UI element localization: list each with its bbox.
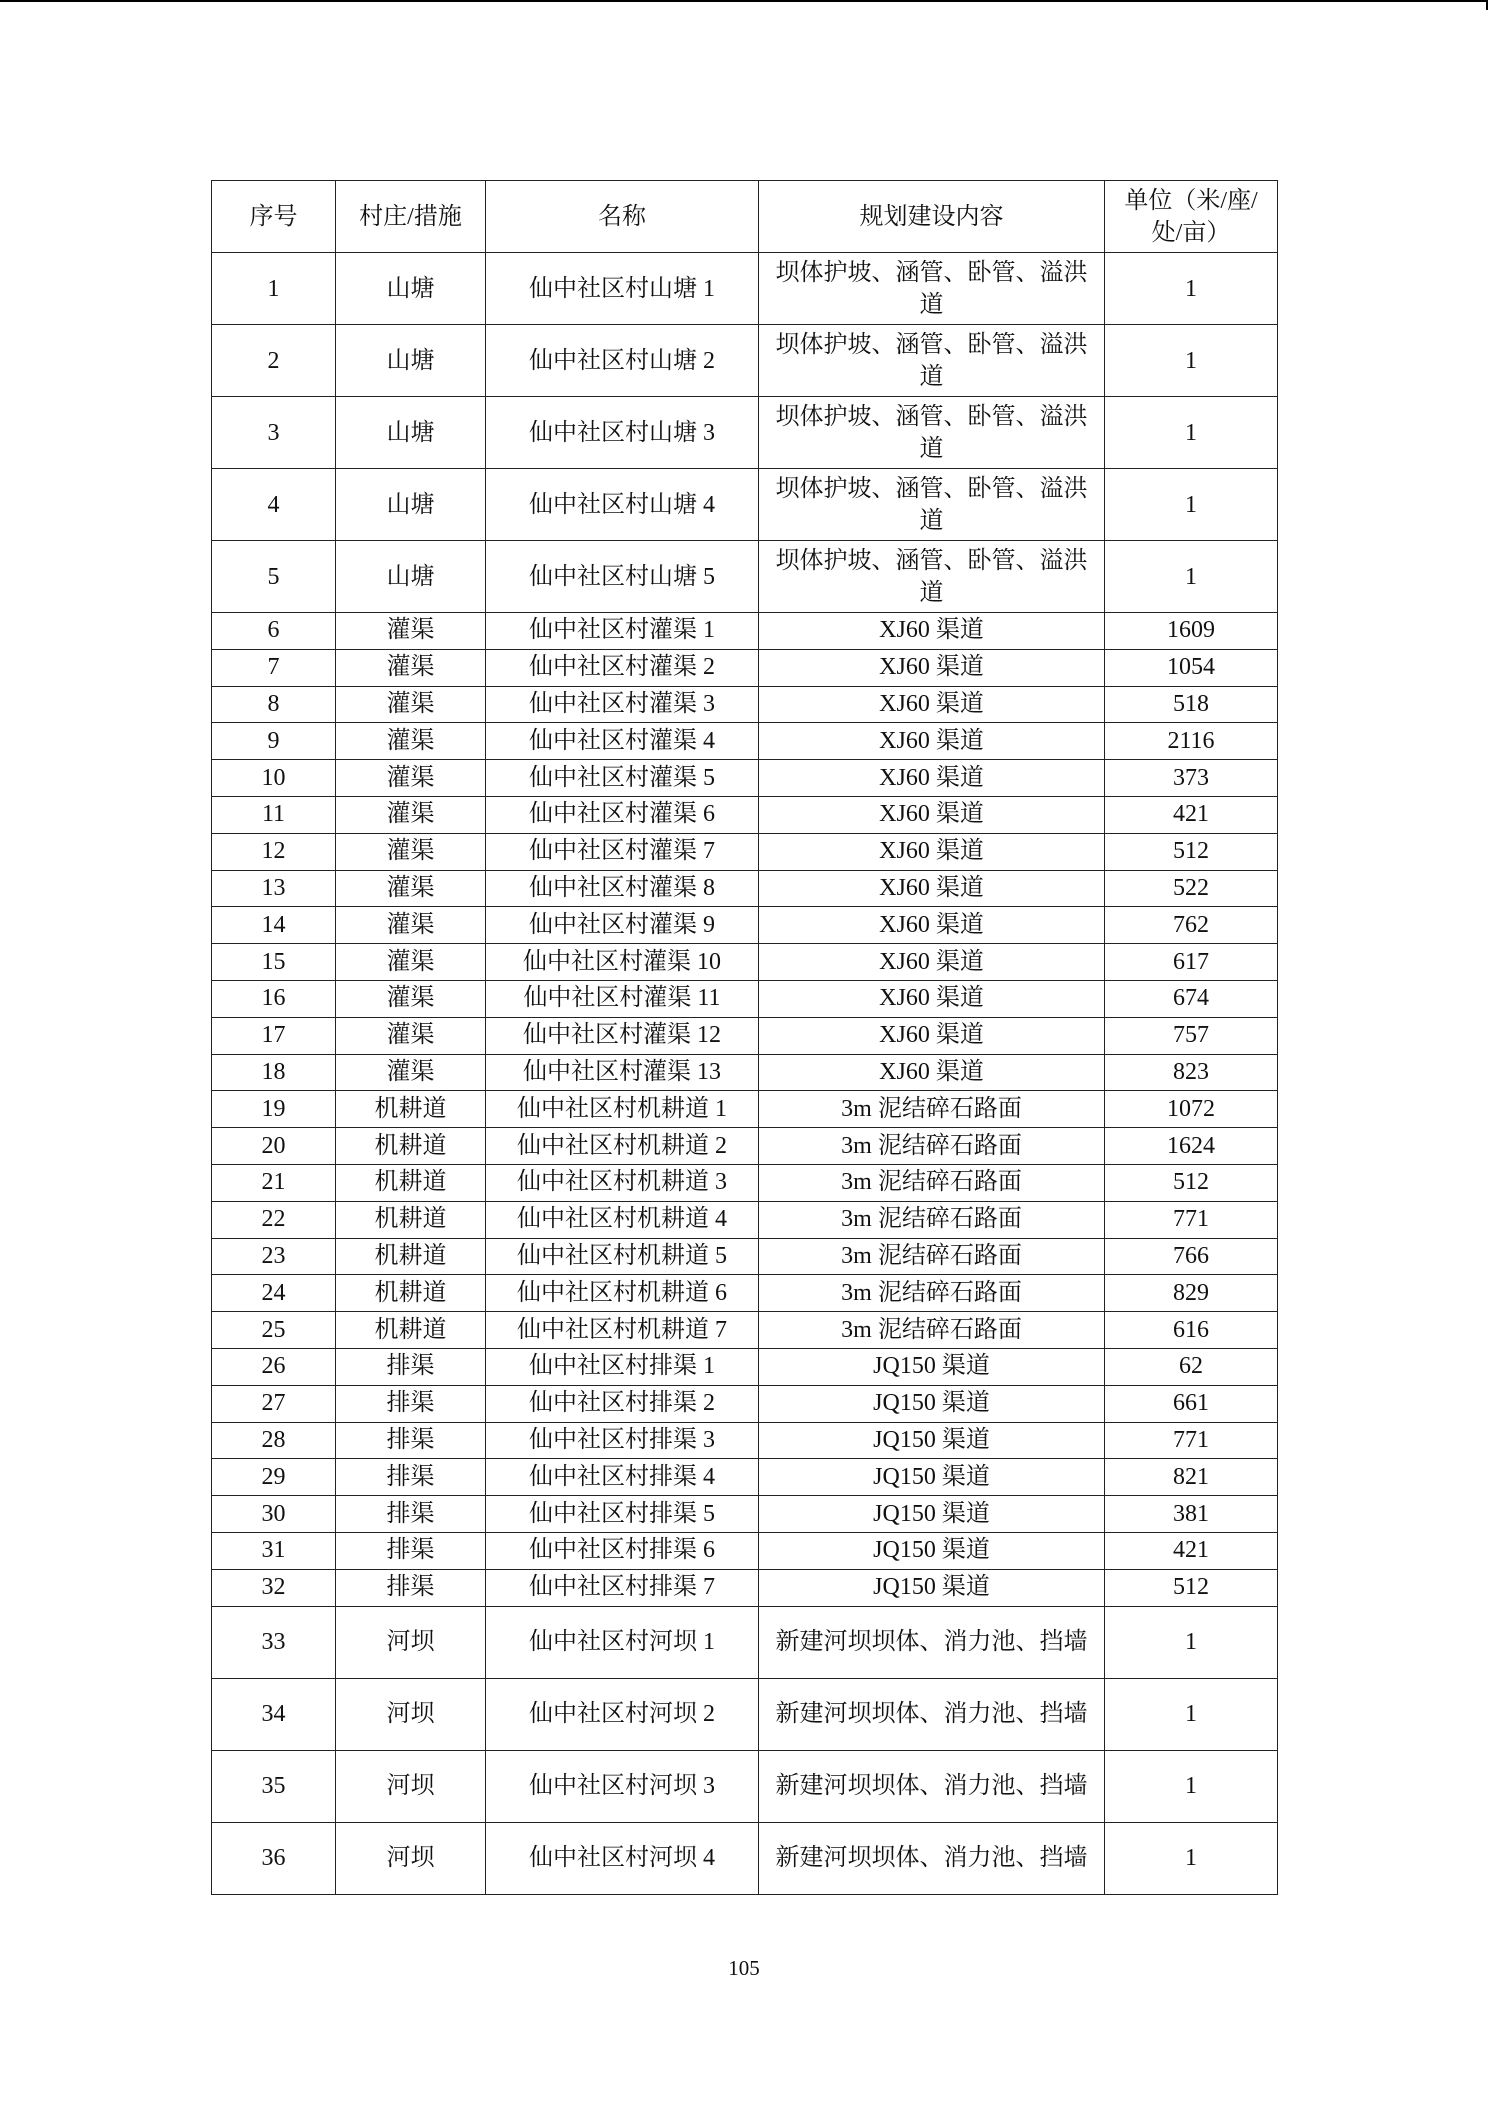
content-cell: JQ150 渠道 xyxy=(759,1348,1105,1385)
name-cell: 仙中社区村灌渠 8 xyxy=(486,870,759,907)
category-cell: 灌渠 xyxy=(336,980,486,1017)
header-cell: 序号 xyxy=(212,181,336,253)
quantity-cell: 1 xyxy=(1105,253,1278,325)
category-cell: 灌渠 xyxy=(336,870,486,907)
name-cell: 仙中社区村山塘 4 xyxy=(486,469,759,541)
table-row xyxy=(212,1822,1278,1894)
quantity-cell: 829 xyxy=(1105,1275,1278,1312)
table-row xyxy=(212,1312,1278,1349)
row-index-cell: 19 xyxy=(212,1091,336,1128)
name-cell: 仙中社区村灌渠 7 xyxy=(486,833,759,870)
category-cell: 灌渠 xyxy=(336,760,486,797)
name-cell: 仙中社区村灌渠 9 xyxy=(486,907,759,944)
row-index-cell: 25 xyxy=(212,1312,336,1349)
name-cell: 仙中社区村河坝 1 xyxy=(486,1606,759,1678)
content-cell: 坝体护坡、涵管、卧管、溢洪道 xyxy=(759,397,1105,469)
category-cell: 河坝 xyxy=(336,1822,486,1894)
category-cell: 机耕道 xyxy=(336,1275,486,1312)
category-cell: 机耕道 xyxy=(336,1201,486,1238)
name-cell: 仙中社区村排渠 7 xyxy=(486,1569,759,1606)
table-row xyxy=(212,1238,1278,1275)
table-row xyxy=(212,613,1278,650)
name-cell: 仙中社区村灌渠 6 xyxy=(486,796,759,833)
row-index-cell: 32 xyxy=(212,1569,336,1606)
content-cell: 3m 泥结碎石路面 xyxy=(759,1238,1105,1275)
content-cell: XJ60 渠道 xyxy=(759,760,1105,797)
content-cell: XJ60 渠道 xyxy=(759,796,1105,833)
row-index-cell: 29 xyxy=(212,1459,336,1496)
category-cell: 山塘 xyxy=(336,469,486,541)
row-index-cell: 17 xyxy=(212,1017,336,1054)
row-index-cell: 15 xyxy=(212,944,336,981)
quantity-cell: 1 xyxy=(1105,397,1278,469)
content-cell: 3m 泥结碎石路面 xyxy=(759,1201,1105,1238)
row-index-cell: 7 xyxy=(212,649,336,686)
category-cell: 山塘 xyxy=(336,325,486,397)
name-cell: 仙中社区村排渠 4 xyxy=(486,1459,759,1496)
row-index-cell: 18 xyxy=(212,1054,336,1091)
quantity-cell: 1 xyxy=(1105,1750,1278,1822)
table-row xyxy=(212,1496,1278,1533)
name-cell: 仙中社区村河坝 3 xyxy=(486,1750,759,1822)
quantity-cell: 1 xyxy=(1105,541,1278,613)
category-cell: 河坝 xyxy=(336,1678,486,1750)
content-cell: JQ150 渠道 xyxy=(759,1569,1105,1606)
quantity-cell: 1054 xyxy=(1105,649,1278,686)
quantity-cell: 762 xyxy=(1105,907,1278,944)
category-cell: 排渠 xyxy=(336,1569,486,1606)
quantity-cell: 421 xyxy=(1105,1532,1278,1569)
table-row xyxy=(212,1422,1278,1459)
row-index-cell: 24 xyxy=(212,1275,336,1312)
row-index-cell: 21 xyxy=(212,1164,336,1201)
quantity-cell: 381 xyxy=(1105,1496,1278,1533)
category-cell: 机耕道 xyxy=(336,1238,486,1275)
content-cell: 新建河坝坝体、消力池、挡墙 xyxy=(759,1606,1105,1678)
table-row xyxy=(212,833,1278,870)
content-cell: 3m 泥结碎石路面 xyxy=(759,1091,1105,1128)
name-cell: 仙中社区村机耕道 4 xyxy=(486,1201,759,1238)
content-cell: XJ60 渠道 xyxy=(759,944,1105,981)
content-cell: JQ150 渠道 xyxy=(759,1459,1105,1496)
row-index-cell: 30 xyxy=(212,1496,336,1533)
row-index-cell: 14 xyxy=(212,907,336,944)
quantity-cell: 1 xyxy=(1105,1822,1278,1894)
row-index-cell: 34 xyxy=(212,1678,336,1750)
content-cell: XJ60 渠道 xyxy=(759,833,1105,870)
category-cell: 灌渠 xyxy=(336,796,486,833)
category-cell: 灌渠 xyxy=(336,723,486,760)
name-cell: 仙中社区村机耕道 3 xyxy=(486,1164,759,1201)
quantity-cell: 2116 xyxy=(1105,723,1278,760)
category-cell: 河坝 xyxy=(336,1606,486,1678)
row-index-cell: 1 xyxy=(212,253,336,325)
quantity-cell: 821 xyxy=(1105,1459,1278,1496)
table-row xyxy=(212,907,1278,944)
table-row xyxy=(212,870,1278,907)
table-row xyxy=(212,1128,1278,1165)
quantity-cell: 373 xyxy=(1105,760,1278,797)
page-top-border xyxy=(0,0,1488,2)
table-row xyxy=(212,541,1278,613)
table-row xyxy=(212,1164,1278,1201)
content-cell: 3m 泥结碎石路面 xyxy=(759,1312,1105,1349)
category-cell: 灌渠 xyxy=(336,907,486,944)
row-index-cell: 16 xyxy=(212,980,336,1017)
table-row xyxy=(212,686,1278,723)
name-cell: 仙中社区村河坝 2 xyxy=(486,1678,759,1750)
table-row xyxy=(212,1606,1278,1678)
content-cell: XJ60 渠道 xyxy=(759,1054,1105,1091)
quantity-cell: 616 xyxy=(1105,1312,1278,1349)
content-cell: 坝体护坡、涵管、卧管、溢洪道 xyxy=(759,253,1105,325)
category-cell: 山塘 xyxy=(336,541,486,613)
quantity-cell: 1609 xyxy=(1105,613,1278,650)
name-cell: 仙中社区村排渠 1 xyxy=(486,1348,759,1385)
table-row xyxy=(212,1459,1278,1496)
category-cell: 机耕道 xyxy=(336,1091,486,1128)
name-cell: 仙中社区村机耕道 1 xyxy=(486,1091,759,1128)
category-cell: 机耕道 xyxy=(336,1164,486,1201)
name-cell: 仙中社区村灌渠 12 xyxy=(486,1017,759,1054)
category-cell: 灌渠 xyxy=(336,649,486,686)
quantity-cell: 1 xyxy=(1105,1606,1278,1678)
header-cell: 名称 xyxy=(486,181,759,253)
quantity-cell: 421 xyxy=(1105,796,1278,833)
content-cell: XJ60 渠道 xyxy=(759,907,1105,944)
table-row xyxy=(212,1348,1278,1385)
row-index-cell: 6 xyxy=(212,613,336,650)
name-cell: 仙中社区村灌渠 5 xyxy=(486,760,759,797)
category-cell: 排渠 xyxy=(336,1459,486,1496)
quantity-cell: 512 xyxy=(1105,833,1278,870)
table-row xyxy=(212,649,1278,686)
row-index-cell: 12 xyxy=(212,833,336,870)
row-index-cell: 8 xyxy=(212,686,336,723)
quantity-cell: 617 xyxy=(1105,944,1278,981)
table-row xyxy=(212,1201,1278,1238)
table-row xyxy=(212,1385,1278,1422)
table-body xyxy=(212,253,1278,1895)
content-cell: 新建河坝坝体、消力池、挡墙 xyxy=(759,1678,1105,1750)
category-cell: 灌渠 xyxy=(336,944,486,981)
quantity-cell: 522 xyxy=(1105,870,1278,907)
content-cell: XJ60 渠道 xyxy=(759,723,1105,760)
name-cell: 仙中社区村灌渠 4 xyxy=(486,723,759,760)
category-cell: 排渠 xyxy=(336,1496,486,1533)
category-cell: 山塘 xyxy=(336,253,486,325)
quantity-cell: 823 xyxy=(1105,1054,1278,1091)
header-cell: 单位（米/座/处/亩） xyxy=(1105,181,1278,253)
name-cell: 仙中社区村山塘 3 xyxy=(486,397,759,469)
table-row xyxy=(212,796,1278,833)
quantity-cell: 512 xyxy=(1105,1164,1278,1201)
row-index-cell: 5 xyxy=(212,541,336,613)
table-row xyxy=(212,1054,1278,1091)
category-cell: 排渠 xyxy=(336,1385,486,1422)
category-cell: 排渠 xyxy=(336,1532,486,1569)
quantity-cell: 757 xyxy=(1105,1017,1278,1054)
content-cell: 新建河坝坝体、消力池、挡墙 xyxy=(759,1822,1105,1894)
content-cell: 3m 泥结碎石路面 xyxy=(759,1128,1105,1165)
category-cell: 灌渠 xyxy=(336,833,486,870)
name-cell: 仙中社区村排渠 3 xyxy=(486,1422,759,1459)
table-row xyxy=(212,253,1278,325)
content-cell: JQ150 渠道 xyxy=(759,1385,1105,1422)
content-cell: XJ60 渠道 xyxy=(759,613,1105,650)
table-row xyxy=(212,325,1278,397)
content-cell: JQ150 渠道 xyxy=(759,1496,1105,1533)
table-row xyxy=(212,469,1278,541)
name-cell: 仙中社区村河坝 4 xyxy=(486,1822,759,1894)
row-index-cell: 20 xyxy=(212,1128,336,1165)
row-index-cell: 3 xyxy=(212,397,336,469)
category-cell: 灌渠 xyxy=(336,686,486,723)
name-cell: 仙中社区村灌渠 1 xyxy=(486,613,759,650)
row-index-cell: 11 xyxy=(212,796,336,833)
quantity-cell: 512 xyxy=(1105,1569,1278,1606)
quantity-cell: 771 xyxy=(1105,1422,1278,1459)
row-index-cell: 9 xyxy=(212,723,336,760)
category-cell: 排渠 xyxy=(336,1422,486,1459)
table-row xyxy=(212,944,1278,981)
content-cell: XJ60 渠道 xyxy=(759,980,1105,1017)
content-cell: XJ60 渠道 xyxy=(759,686,1105,723)
table-row xyxy=(212,1275,1278,1312)
quantity-cell: 661 xyxy=(1105,1385,1278,1422)
name-cell: 仙中社区村排渠 2 xyxy=(486,1385,759,1422)
name-cell: 仙中社区村机耕道 6 xyxy=(486,1275,759,1312)
content-cell: 坝体护坡、涵管、卧管、溢洪道 xyxy=(759,325,1105,397)
category-cell: 排渠 xyxy=(336,1348,486,1385)
name-cell: 仙中社区村机耕道 7 xyxy=(486,1312,759,1349)
content-cell: 坝体护坡、涵管、卧管、溢洪道 xyxy=(759,469,1105,541)
quantity-cell: 766 xyxy=(1105,1238,1278,1275)
name-cell: 仙中社区村排渠 6 xyxy=(486,1532,759,1569)
quantity-cell: 771 xyxy=(1105,1201,1278,1238)
row-index-cell: 10 xyxy=(212,760,336,797)
category-cell: 灌渠 xyxy=(336,613,486,650)
construction-plan-table xyxy=(211,180,1278,1895)
table-row xyxy=(212,760,1278,797)
name-cell: 仙中社区村灌渠 2 xyxy=(486,649,759,686)
name-cell: 仙中社区村灌渠 3 xyxy=(486,686,759,723)
row-index-cell: 4 xyxy=(212,469,336,541)
content-cell: 3m 泥结碎石路面 xyxy=(759,1164,1105,1201)
content-cell: 新建河坝坝体、消力池、挡墙 xyxy=(759,1750,1105,1822)
content-cell: 坝体护坡、涵管、卧管、溢洪道 xyxy=(759,541,1105,613)
row-index-cell: 31 xyxy=(212,1532,336,1569)
content-cell: JQ150 渠道 xyxy=(759,1532,1105,1569)
row-index-cell: 13 xyxy=(212,870,336,907)
category-cell: 机耕道 xyxy=(336,1128,486,1165)
name-cell: 仙中社区村灌渠 10 xyxy=(486,944,759,981)
quantity-cell: 1 xyxy=(1105,469,1278,541)
page-number: 105 xyxy=(728,1956,760,1980)
name-cell: 仙中社区村灌渠 13 xyxy=(486,1054,759,1091)
row-index-cell: 35 xyxy=(212,1750,336,1822)
content-cell: XJ60 渠道 xyxy=(759,870,1105,907)
row-index-cell: 36 xyxy=(212,1822,336,1894)
header-cell: 规划建设内容 xyxy=(759,181,1105,253)
name-cell: 仙中社区村机耕道 2 xyxy=(486,1128,759,1165)
table-row xyxy=(212,980,1278,1017)
table-row xyxy=(212,1678,1278,1750)
table-row xyxy=(212,723,1278,760)
category-cell: 灌渠 xyxy=(336,1054,486,1091)
name-cell: 仙中社区村灌渠 11 xyxy=(486,980,759,1017)
table-row xyxy=(212,1750,1278,1822)
quantity-cell: 62 xyxy=(1105,1348,1278,1385)
row-index-cell: 26 xyxy=(212,1348,336,1385)
name-cell: 仙中社区村机耕道 5 xyxy=(486,1238,759,1275)
name-cell: 仙中社区村山塘 5 xyxy=(486,541,759,613)
quantity-cell: 1 xyxy=(1105,1678,1278,1750)
content-cell: JQ150 渠道 xyxy=(759,1422,1105,1459)
table-row xyxy=(212,397,1278,469)
category-cell: 河坝 xyxy=(336,1750,486,1822)
category-cell: 山塘 xyxy=(336,397,486,469)
name-cell: 仙中社区村排渠 5 xyxy=(486,1496,759,1533)
category-cell: 灌渠 xyxy=(336,1017,486,1054)
content-cell: XJ60 渠道 xyxy=(759,1017,1105,1054)
header-cell: 村庄/措施 xyxy=(336,181,486,253)
name-cell: 仙中社区村山塘 2 xyxy=(486,325,759,397)
category-cell: 机耕道 xyxy=(336,1312,486,1349)
quantity-cell: 518 xyxy=(1105,686,1278,723)
table-header-row xyxy=(212,181,1278,253)
row-index-cell: 22 xyxy=(212,1201,336,1238)
table-row xyxy=(212,1532,1278,1569)
content-cell: 3m 泥结碎石路面 xyxy=(759,1275,1105,1312)
name-cell: 仙中社区村山塘 1 xyxy=(486,253,759,325)
quantity-cell: 1624 xyxy=(1105,1128,1278,1165)
row-index-cell: 2 xyxy=(212,325,336,397)
quantity-cell: 1 xyxy=(1105,325,1278,397)
table-row xyxy=(212,1091,1278,1128)
table-row xyxy=(212,1017,1278,1054)
row-index-cell: 28 xyxy=(212,1422,336,1459)
quantity-cell: 674 xyxy=(1105,980,1278,1017)
quantity-cell: 1072 xyxy=(1105,1091,1278,1128)
content-cell: XJ60 渠道 xyxy=(759,649,1105,686)
row-index-cell: 23 xyxy=(212,1238,336,1275)
row-index-cell: 33 xyxy=(212,1606,336,1678)
row-index-cell: 27 xyxy=(212,1385,336,1422)
table-row xyxy=(212,1569,1278,1606)
